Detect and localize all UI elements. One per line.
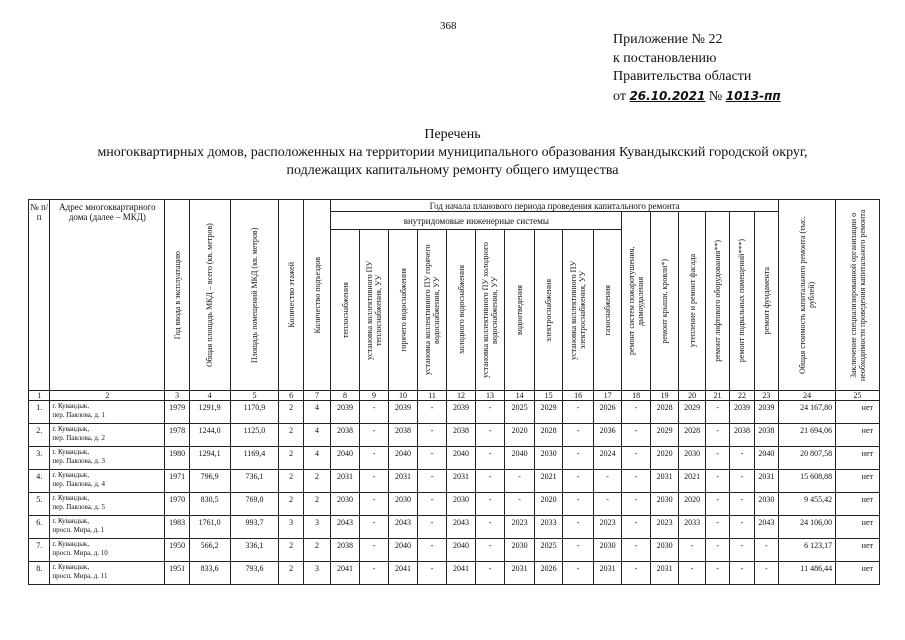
address-line: пер. Павлова, д. 2 — [52, 434, 105, 442]
table-cell: - — [359, 539, 389, 562]
table-cell: 2023 — [505, 516, 535, 539]
column-number: 6 — [279, 391, 303, 401]
table-cell: 2030 — [447, 493, 476, 516]
number-prefix: № — [708, 88, 723, 104]
table-cell: - — [359, 493, 389, 516]
table-cell: - — [563, 539, 594, 562]
table-cell: 2020 — [505, 424, 535, 447]
table-cell: - — [705, 424, 729, 447]
table-cell: - — [417, 401, 447, 424]
header-floors: Количество этажей — [286, 262, 296, 328]
table-cell: 3 — [279, 516, 303, 539]
address-line: г. Кувандык, — [52, 563, 90, 571]
address-line: пер. Павлова, д. 3 — [52, 457, 105, 465]
table-cell: 2040 — [389, 539, 418, 562]
table-cell: 2040 — [447, 539, 476, 562]
table-cell: 2043 — [389, 516, 418, 539]
table-cell: - — [359, 516, 389, 539]
table-cell: 3 — [303, 562, 330, 585]
table-cell: - — [593, 470, 622, 493]
column-number: 22 — [730, 391, 754, 401]
table-cell: - — [563, 470, 594, 493]
conclusion-cell: нет — [836, 516, 880, 539]
table-cell: - — [359, 447, 389, 470]
table-cell: 2 — [303, 470, 330, 493]
table-cell: 2031 — [754, 470, 778, 493]
column-number: 7 — [303, 391, 330, 401]
column-number: 11 — [417, 391, 447, 401]
column-number: 10 — [389, 391, 418, 401]
conclusion-cell: нет — [836, 493, 880, 516]
header-cost: Общая стоимость капитального ремонта (тыс. рублей) — [798, 216, 817, 374]
table-cell: 2030 — [650, 493, 679, 516]
table-cell: 2038 — [754, 424, 778, 447]
table-cell: 2031 — [650, 470, 679, 493]
column-number: 21 — [705, 391, 729, 401]
header-entrances: Количество подъездов — [312, 256, 322, 334]
table-cell: - — [417, 470, 447, 493]
table-cell: 2021 — [679, 470, 705, 493]
table-cell: 2040 — [447, 447, 476, 470]
table-row — [29, 470, 880, 493]
table-cell: - — [475, 424, 505, 447]
table-cell: 1294,1 — [189, 447, 230, 470]
address-line: г. Кувандык, — [52, 540, 90, 548]
cost-cell: 24 167,80 — [779, 401, 836, 424]
table-cell: 4 — [303, 424, 330, 447]
column-number: 19 — [650, 391, 679, 401]
table-cell: - — [705, 539, 729, 562]
table-cell: - — [475, 447, 505, 470]
table-cell: - — [754, 562, 778, 585]
table-cell: - — [730, 562, 754, 585]
table-cell: - — [705, 493, 729, 516]
cost-cell: 20 807,58 — [779, 447, 836, 470]
table-cell: 2030 — [505, 539, 535, 562]
table-cell: - — [705, 447, 729, 470]
table-cell: - — [754, 539, 778, 562]
address-line: г. Кувандык, — [52, 517, 90, 525]
table-cell: - — [359, 470, 389, 493]
table-cell: 2030 — [331, 493, 360, 516]
table-cell: 2038 — [331, 424, 360, 447]
column-number: 18 — [622, 391, 651, 401]
table-cell: - — [475, 516, 505, 539]
table-cell: - — [622, 493, 651, 516]
table-cell: 1980 — [165, 447, 189, 470]
header-total-area: Общая площадь МКД – всего (кв. метров) — [205, 223, 215, 367]
column-number: 17 — [593, 391, 622, 401]
address-cell — [50, 401, 165, 424]
table-cell: 2031 — [593, 562, 622, 585]
address-cell — [50, 424, 165, 447]
table-cell: - — [705, 470, 729, 493]
row-number: 6. — [29, 516, 50, 539]
conclusion-cell: нет — [836, 401, 880, 424]
table-cell: - — [622, 539, 651, 562]
table-cell: 2025 — [505, 401, 535, 424]
column-number: 2 — [50, 391, 165, 401]
table-cell: 1951 — [165, 562, 189, 585]
address-cell — [50, 447, 165, 470]
cost-cell: 11 486,44 — [779, 562, 836, 585]
table-cell: 1291,9 — [189, 401, 230, 424]
table-cell: - — [563, 493, 594, 516]
header-address: Адрес многоквартирного дома (далее – МКД) — [50, 200, 165, 391]
table-cell: 1970 — [165, 493, 189, 516]
table-cell: - — [417, 562, 447, 585]
header-c15: электроснабжения — [544, 278, 554, 342]
table-cell: 993,7 — [230, 516, 279, 539]
table-row — [29, 447, 880, 470]
table-cell: 2031 — [505, 562, 535, 585]
address-line: пер. Павлова, д. 4 — [52, 480, 105, 488]
table-cell: 566,2 — [189, 539, 230, 562]
table-cell: 2030 — [754, 493, 778, 516]
header-c11: установка коллективного ПУ горячего водоснабжения, УУ — [423, 244, 442, 376]
conclusion-cell: нет — [836, 470, 880, 493]
appendix-date-line — [613, 87, 781, 107]
header-c20: утепление и ремонт фасада — [687, 254, 697, 348]
row-number: 7. — [29, 539, 50, 562]
address-line: пер. Павлова, д. 5 — [52, 503, 105, 511]
table-cell: - — [730, 447, 754, 470]
table-cell: 2028 — [679, 424, 705, 447]
table-cell: - — [417, 539, 447, 562]
table-cell: - — [505, 470, 535, 493]
table-cell: 2020 — [650, 447, 679, 470]
table-cell: 2043 — [447, 516, 476, 539]
table-cell: 2021 — [534, 470, 563, 493]
cost-cell: 9 455,42 — [779, 493, 836, 516]
table-cell: 2039 — [447, 401, 476, 424]
table-cell: 2 — [303, 539, 330, 562]
table-cell: 2029 — [650, 424, 679, 447]
table-cell: 2031 — [650, 562, 679, 585]
header-c19: ремонт крыши, кровли*) — [660, 258, 670, 344]
header-c21: ремонт лифтового оборудования**) — [713, 240, 723, 362]
table-cell: 2024 — [593, 447, 622, 470]
table-cell: 2 — [279, 562, 303, 585]
handwritten-date: 26.10.2021 — [629, 88, 706, 103]
table-cell: 2026 — [534, 562, 563, 585]
header-num: № п/п — [29, 200, 50, 391]
table-cell: 2 — [303, 493, 330, 516]
column-number: 4 — [189, 391, 230, 401]
table-cell: 769,0 — [230, 493, 279, 516]
conclusion-cell: нет — [836, 539, 880, 562]
table-cell: - — [563, 562, 594, 585]
table-cell: 2023 — [650, 516, 679, 539]
row-number: 8. — [29, 562, 50, 585]
handwritten-number: 1013-пп — [725, 88, 781, 103]
table-cell: 2040 — [505, 447, 535, 470]
conclusion-cell: нет — [836, 424, 880, 447]
column-number: 8 — [331, 391, 360, 401]
table-cell: 2040 — [331, 447, 360, 470]
table-cell: 1125,0 — [230, 424, 279, 447]
header-systems-group: внутридомовые инженерные системы — [331, 212, 622, 230]
table-cell: 2031 — [389, 470, 418, 493]
table-cell: - — [475, 493, 505, 516]
header-c13: установка коллективного ПУ холодного водоснабжения, УУ — [481, 242, 500, 378]
table-cell: - — [730, 470, 754, 493]
table-cell: 2 — [279, 401, 303, 424]
header-room-area: Площадь помещений МКД (кв. метров) — [249, 227, 259, 363]
column-number: 13 — [475, 391, 505, 401]
table-cell: - — [730, 539, 754, 562]
table-cell: 2031 — [447, 470, 476, 493]
table-cell: 2038 — [447, 424, 476, 447]
header-c23: ремонт фундамента — [761, 267, 771, 335]
table-cell: - — [563, 447, 594, 470]
address-cell — [50, 516, 165, 539]
table-cell: 1170,9 — [230, 401, 279, 424]
table-cell: 336,1 — [230, 539, 279, 562]
table-cell: - — [563, 516, 594, 539]
table-cell: 2030 — [650, 539, 679, 562]
table-row — [29, 516, 880, 539]
table-cell: - — [705, 516, 729, 539]
table-row — [29, 401, 880, 424]
table-row — [29, 539, 880, 562]
table-cell: 2041 — [331, 562, 360, 585]
row-number: 1. — [29, 401, 50, 424]
table-cell: - — [563, 401, 594, 424]
title-line-3: подлежащих капитальному ремонту общего имущества — [286, 163, 619, 178]
table-cell: 2029 — [679, 401, 705, 424]
header-year: Год ввода в эксплуатацию — [172, 250, 182, 340]
table-cell: 2041 — [389, 562, 418, 585]
header-c12: холодного водоснабжения — [456, 265, 466, 355]
table-cell: 796,9 — [189, 470, 230, 493]
table-cell: - — [475, 401, 505, 424]
table-row — [29, 493, 880, 516]
table-cell: 2038 — [331, 539, 360, 562]
address-line: просп. Мира, д. 1 — [52, 526, 105, 534]
column-number: 9 — [359, 391, 389, 401]
table-cell: 1978 — [165, 424, 189, 447]
table-cell: 2031 — [331, 470, 360, 493]
table-cell: 830,5 — [189, 493, 230, 516]
table-cell: 2025 — [534, 539, 563, 562]
table-cell: - — [417, 424, 447, 447]
table-cell: - — [475, 470, 505, 493]
address-cell — [50, 562, 165, 585]
header-c10: горячего водоснабжения — [398, 268, 408, 352]
address-line: г. Кувандык, — [52, 402, 90, 410]
table-row — [29, 424, 880, 447]
row-number: 5. — [29, 493, 50, 516]
table-cell: 793,6 — [230, 562, 279, 585]
appendix-line-1: Приложение № 22 — [613, 32, 723, 47]
table-cell: 736,1 — [230, 470, 279, 493]
table-cell: - — [417, 516, 447, 539]
column-number: 25 — [836, 391, 880, 401]
address-line: г. Кувандык, — [52, 494, 90, 502]
table-cell: - — [679, 539, 705, 562]
row-number: 3. — [29, 447, 50, 470]
table-cell: 4 — [303, 401, 330, 424]
row-number: 2. — [29, 424, 50, 447]
table-cell: 833,6 — [189, 562, 230, 585]
table-cell: - — [475, 562, 505, 585]
table-cell: - — [622, 562, 651, 585]
address-cell — [50, 539, 165, 562]
header-conclusion: Заключение специализированной организации о необходимости проведения капитального ремонта — [848, 209, 867, 381]
table-cell: 3 — [303, 516, 330, 539]
title-line-1: Перечень — [424, 127, 481, 142]
column-number: 20 — [679, 391, 705, 401]
table-cell: 2030 — [534, 447, 563, 470]
column-number: 24 — [779, 391, 836, 401]
table-cell: 1950 — [165, 539, 189, 562]
table-cell: 2030 — [679, 447, 705, 470]
table-cell: 2036 — [593, 424, 622, 447]
address-line: г. Кувандык, — [52, 425, 90, 433]
header-c9: установка коллективного ПУ теплоснабжения, УУ — [365, 260, 384, 360]
address-line: г. Кувандык, — [52, 448, 90, 456]
table-cell: - — [475, 539, 505, 562]
column-number: 1 — [29, 391, 50, 401]
title-line-2: многоквартирных домов, расположенных на территории муниципального образования Кувандыкский городской округ, — [97, 145, 808, 160]
table-cell: 2030 — [593, 539, 622, 562]
table-cell: 2 — [279, 447, 303, 470]
table-cell: 2039 — [331, 401, 360, 424]
table-cell: 2 — [279, 493, 303, 516]
table-cell: 2 — [279, 470, 303, 493]
appendix-block — [613, 31, 781, 106]
page-number: 368 — [440, 20, 457, 32]
table-cell: 2020 — [679, 493, 705, 516]
table-cell: 2043 — [754, 516, 778, 539]
appendix-line-3: Правительства области — [613, 69, 752, 84]
table-cell: - — [359, 562, 389, 585]
table-cell: - — [417, 493, 447, 516]
header-c18: ремонт систем пожаротушения, дымоудаления — [627, 246, 646, 356]
table-cell: - — [622, 447, 651, 470]
column-number: 12 — [447, 391, 476, 401]
header-c17: газоснабжения — [603, 284, 613, 336]
cost-cell: 15 608,88 — [779, 470, 836, 493]
table-cell: - — [505, 493, 535, 516]
conclusion-cell: нет — [836, 562, 880, 585]
table-cell: 1971 — [165, 470, 189, 493]
column-number: 15 — [534, 391, 563, 401]
table-cell: - — [622, 401, 651, 424]
cost-cell: 21 694,06 — [779, 424, 836, 447]
table-cell: 2026 — [593, 401, 622, 424]
buildings-table — [28, 199, 880, 585]
table-cell: 1761,0 — [189, 516, 230, 539]
table-cell: 2029 — [534, 401, 563, 424]
header-c16: установка коллективного ПУ электроснабжения, УУ — [569, 260, 588, 360]
table-cell: 2023 — [593, 516, 622, 539]
table-cell: 2038 — [730, 424, 754, 447]
table-cell: - — [705, 562, 729, 585]
table-cell: 2043 — [331, 516, 360, 539]
column-number: 14 — [505, 391, 535, 401]
address-line: пер. Павлова, д. 1 — [52, 411, 105, 419]
address-line: г. Кувандык, — [52, 471, 90, 479]
document-title — [0, 126, 905, 180]
table-cell: - — [705, 401, 729, 424]
table-cell: - — [359, 401, 389, 424]
address-cell — [50, 470, 165, 493]
header-c8: теплоснабжения — [340, 282, 350, 338]
table-cell: 2020 — [534, 493, 563, 516]
table-cell: 2039 — [730, 401, 754, 424]
table-cell: 1244,0 — [189, 424, 230, 447]
address-line: просп. Мира, д. 10 — [52, 549, 108, 557]
table-cell: 2033 — [679, 516, 705, 539]
table-cell: - — [730, 516, 754, 539]
cost-cell: 6 123,17 — [779, 539, 836, 562]
table-cell: - — [593, 493, 622, 516]
header-c22: ремонт подвальных помещений***) — [737, 239, 747, 363]
table-cell: 2039 — [754, 401, 778, 424]
row-number: 4. — [29, 470, 50, 493]
table-cell: - — [563, 424, 594, 447]
table-cell: 4 — [303, 447, 330, 470]
date-prefix: от — [613, 88, 626, 104]
table-row — [29, 562, 880, 585]
table-cell: - — [359, 424, 389, 447]
table-cell: 2038 — [389, 424, 418, 447]
table-cell: 1979 — [165, 401, 189, 424]
table-cell: 2028 — [534, 424, 563, 447]
table-cell: - — [622, 424, 651, 447]
table-cell: - — [622, 516, 651, 539]
table-cell: 1169,4 — [230, 447, 279, 470]
column-number: 5 — [230, 391, 279, 401]
header-c14: водоотведения — [515, 285, 525, 335]
column-number: 3 — [165, 391, 189, 401]
column-number: 16 — [563, 391, 594, 401]
table-cell: 2030 — [389, 493, 418, 516]
table-cell: 2033 — [534, 516, 563, 539]
table-cell: - — [679, 562, 705, 585]
table-cell: - — [730, 493, 754, 516]
address-cell — [50, 493, 165, 516]
column-number: 23 — [754, 391, 778, 401]
table-cell: 2041 — [447, 562, 476, 585]
table-cell: 2 — [279, 539, 303, 562]
table-cell: 2040 — [754, 447, 778, 470]
table-cell: - — [417, 447, 447, 470]
cost-cell: 24 106,00 — [779, 516, 836, 539]
table-cell: 2 — [279, 424, 303, 447]
table-cell: - — [622, 470, 651, 493]
table-cell: 2039 — [389, 401, 418, 424]
conclusion-cell: нет — [836, 447, 880, 470]
table-cell: 2040 — [389, 447, 418, 470]
header-plan-group: Год начала планового периода проведения капитального ремонта — [331, 200, 779, 212]
appendix-line-2: к постановлению — [613, 50, 717, 66]
table-cell: 1983 — [165, 516, 189, 539]
column-numbers-row — [29, 391, 880, 401]
address-line: просп. Мира, д. 11 — [52, 572, 108, 580]
table-cell: 2028 — [650, 401, 679, 424]
